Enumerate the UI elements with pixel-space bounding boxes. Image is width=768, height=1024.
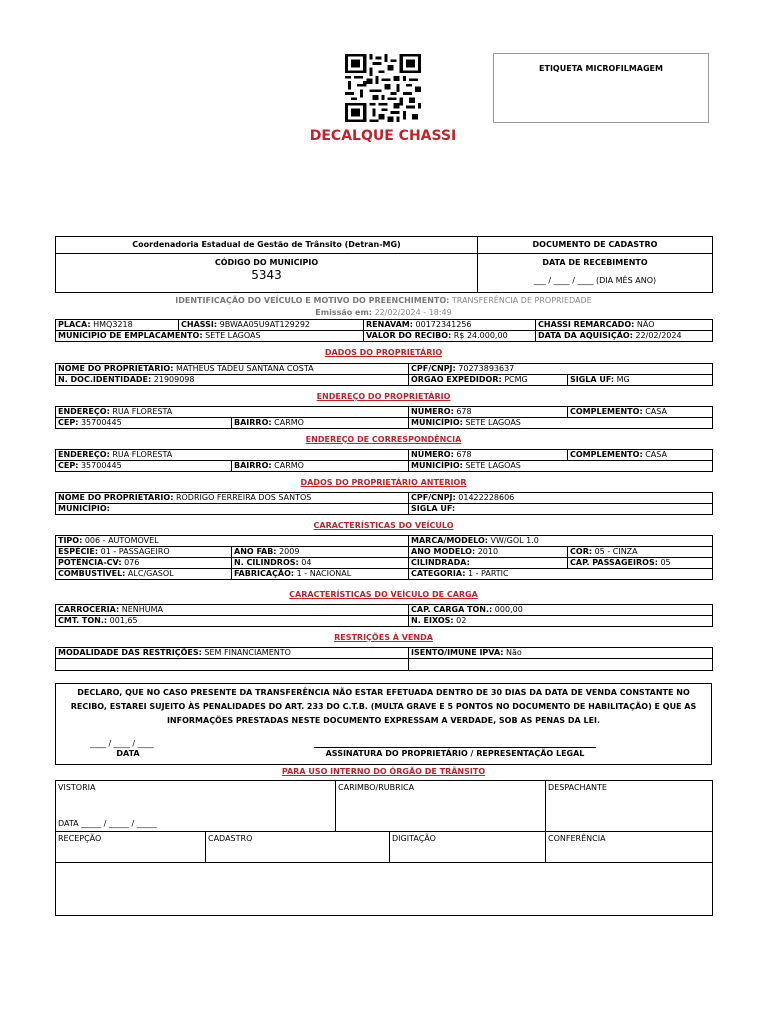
eixos-value: 02 (456, 616, 467, 625)
mail-cep-label: CEP: (58, 461, 79, 470)
ano-modelo-value: 2010 (477, 547, 499, 556)
section-owner: DADOS DO PROPRIETÁRIO (324, 348, 443, 357)
mail-address-table (55, 449, 713, 472)
mail-address-label: ENDEREÇO: (58, 450, 110, 459)
categoria-label: CATEGORIA: (411, 569, 466, 578)
cmt-label: CMT. TON.: (58, 616, 108, 625)
prev-owner-name-label: NOME DO PROPRIETARIO: (58, 493, 174, 502)
renavam-label: RENAVAM: (366, 320, 413, 329)
digitacao-label: DIGITAÇÃO (392, 834, 436, 843)
owner-uf: MG (616, 375, 630, 384)
doc-type: DOCUMENTO DE CADASTRO (478, 237, 713, 254)
vistoria-date[interactable]: DATA _____ / _____ / _____ (58, 819, 157, 828)
aquisicao-value: 22/02/2024 (635, 331, 682, 340)
signature-label: ASSINATURA DO PROPRIETÁRIO / REPRESENTAÇÃO LEGAL (325, 749, 585, 758)
placa-value: HMQ3218 (93, 320, 133, 329)
municipio-code-label: CÓDIGO DO MUNICIPIO (214, 258, 319, 267)
owner-doc: 21909098 (153, 375, 195, 384)
vehicle-id-table (55, 319, 713, 342)
emission-line (55, 307, 712, 319)
emission-value: 22/02/2024 - 18:49 (374, 308, 452, 317)
section-cargo: CARACTERÍSTICAS DO VEÍCULO DE CARGA (289, 590, 478, 599)
section-internal: PARA USO INTERNO DO ÓRGÃO DE TRÂNSITO (281, 767, 486, 776)
carroceria-label: CARROCERIA: (58, 605, 120, 614)
receipt-date: ___ / ____ / ____ (DIA MÊS ANO) (533, 276, 657, 285)
internal-table (55, 780, 713, 916)
emplacamento-label: MUNICIPIO DE EMPLACAMENTO: (58, 331, 203, 340)
owner-complement-label: COMPLEMENTO: (570, 407, 643, 416)
owner-cep-label: CEP: (58, 418, 79, 427)
cargo-table (55, 604, 713, 627)
owner-municipio: SETE LAGOAS (465, 418, 521, 427)
ipva-value: Não (506, 648, 522, 657)
section-prev-owner: DADOS DO PROPRIETÁRIO ANTERIOR (300, 478, 467, 487)
receipt-label: DATA DE RECEBIMENTO (542, 258, 648, 267)
aquisicao-label: DATA DA AQUISIÇÃO: (538, 331, 633, 340)
owner-orgao-label: ÓRGAO EXPEDIDOR: (411, 375, 502, 384)
owner-municipio-label: MUNICÍPIO: (411, 418, 463, 427)
section-mail-address: ENDEREÇO DE CORRESPONDÊNCIA (305, 435, 462, 444)
identification-value: TRANSFERÊNCIA DE PROPRIEDADE (451, 296, 592, 305)
mail-bairro: CARMO (274, 461, 304, 470)
vehicle-table (55, 535, 713, 580)
chassi-label: CHASSI: (181, 320, 218, 329)
emplacamento-value: SETE LAGOAS (205, 331, 261, 340)
chassi-value: 9BWAA05U9AT129292 (219, 320, 310, 329)
fabricacao-value: 1 - NACIONAL (296, 569, 352, 578)
owner-doc-label: N. DOC.IDENTIDADE: (58, 375, 152, 384)
owner-address-label: ENDEREÇO: (58, 407, 110, 416)
ipva-label: ISENTO/IMUNE IPVA: (411, 648, 504, 657)
potencia-label: POTÊNCIA-CV: (58, 558, 122, 567)
owner-cpf-label: CPF/CNPJ: (411, 364, 456, 373)
especie-value: 01 - PASSAGEIRO (100, 547, 170, 556)
prev-owner-municipio-label: MUNICÍPIO: (58, 504, 110, 513)
internal-notes-area (56, 863, 713, 916)
despachante-label: DESPACHANTE (548, 783, 607, 792)
eixos-label: N. EIXOS: (411, 616, 454, 625)
vistoria-label: VISTORIA (58, 783, 96, 792)
cap-passageiros-label: CAP. PASSAGEIROS: (570, 558, 658, 567)
cilindros-value: 04 (301, 558, 312, 567)
tipo-value: 006 - AUTOMOVEL (84, 536, 159, 545)
owner-cep: 35700445 (80, 418, 122, 427)
marca-value: VW/GOL 1.0 (490, 536, 539, 545)
combustivel-value: ALC/GASOL (127, 569, 174, 578)
conferencia-label: CONFERÊNCIA (548, 834, 606, 843)
declaration-text: DECLARO, QUE NO CASO PRESENTE DA TRANSFERÊNCIA NÃO ESTAR EFETUADA DENTRO DE 30 DIAS DA DATA DE VENDA CONSTANTE NO RECIBO, ESTAREI SUJEITO ÀS PENALIDADES DO ART. 233 DO C.T.B. (MULTA GRAVE E 5 PONTOS NO DOCUMENTO DE HABILITAÇÃO) E QUE AS INFORMAÇÕES PRESTADAS NESTE DOCUMENTO EXPRESSAM A VERDADE, SOB AS PENAS DA LEI. (70, 688, 697, 725)
marca-label: MARCA/MODELO: (411, 536, 488, 545)
owner-name: MATHEUS TADEU SANTANA COSTA (175, 364, 314, 373)
cmt-value: 001,65 (109, 616, 138, 625)
fabricacao-label: FABRICAÇÃO: (234, 569, 295, 578)
identification-label: IDENTIFICAÇÃO DO VEÍCULO E MOTIVO DO PREENCHIMENTO: (175, 296, 450, 305)
owner-address-table (55, 406, 713, 429)
mail-number-label: NÚMERO: (411, 450, 454, 459)
renavam-value: 00172341256 (415, 320, 472, 329)
owner-number: 678 (456, 407, 472, 416)
recepcao-label: RECEPÇÃO (58, 834, 102, 843)
section-restrictions: RESTRIÇÕES À VENDA (334, 633, 433, 642)
section-owner-address: ENDEREÇO DO PROPRIETÁRIO (316, 392, 451, 401)
signature-line[interactable] (314, 747, 596, 748)
owner-name-label: NOME DO PROPRIETARIO: (58, 364, 174, 373)
owner-table (55, 363, 713, 386)
page-title: DECALQUE CHASSI (309, 128, 457, 144)
mail-complement: CASA (645, 450, 667, 459)
ano-fab-label: ANO FAB: (234, 547, 277, 556)
mail-cep: 35700445 (80, 461, 122, 470)
cap-carga-label: CAP. CARGA TON.: (411, 605, 493, 614)
mail-municipio: SETE LAGOAS (465, 461, 521, 470)
owner-cpf: 70273893637 (458, 364, 515, 373)
agency-name: Coordenadoria Estadual de Gestão de Trânsito (Detran-MG) (56, 237, 478, 254)
qr-code (345, 54, 421, 122)
prev-owner-cpf-label: CPF/CNPJ: (411, 493, 456, 502)
mail-bairro-label: BAIRRO: (234, 461, 272, 470)
mail-complement-label: COMPLEMENTO: (570, 450, 643, 459)
restrictions-table (55, 647, 713, 671)
tipo-label: TIPO: (58, 536, 83, 545)
combustivel-label: COMBUSTÍVEL: (58, 569, 126, 578)
section-vehicle: CARACTERÍSTICAS DO VEÍCULO (313, 521, 454, 530)
restriction-mode-label: MODALIDADE DAS RESTRIÇÕES: (58, 648, 202, 657)
mail-address: RUA FLORESTA (112, 450, 173, 459)
cilindros-label: N. CILINDROS: (234, 558, 299, 567)
cap-passageiros-value: 05 (660, 558, 671, 567)
valor-value: R$ 24.000,00 (453, 331, 508, 340)
carimbo-label: CARIMBO/RUBRICA (338, 783, 415, 792)
date-blank[interactable]: ____ / ____ / ____ (90, 739, 154, 748)
valor-label: VALOR DO RECIBO: (366, 331, 452, 340)
potencia-value: 076 (124, 558, 140, 567)
cor-value: 05 - CINZA (594, 547, 638, 556)
identification-line (55, 295, 712, 307)
prev-owner-name: RODRIGO FERREIRA DOS SANTOS (175, 493, 312, 502)
cadastro-label: CADASTRO (208, 834, 253, 843)
cilindrada-label: CILINDRADA: (411, 558, 470, 567)
owner-number-label: NÚMERO: (411, 407, 454, 416)
owner-bairro-label: BAIRRO: (234, 418, 272, 427)
header-table (55, 236, 713, 293)
cap-carga-value: 000,00 (494, 605, 523, 614)
prev-owner-uf-label: SIGLA UF: (411, 504, 456, 513)
microfilm-label: ETIQUETA MICROFILMAGEM (539, 64, 663, 73)
placa-label: PLACA: (58, 320, 91, 329)
owner-bairro: CARMO (274, 418, 304, 427)
remarcado-value: NÃO (636, 320, 655, 329)
microfilm-label-box (493, 53, 709, 123)
remarcado-label: CHASSI REMARCADO: (538, 320, 635, 329)
owner-address: RUA FLORESTA (112, 407, 173, 416)
carroceria-value: NENHUMA (121, 605, 164, 614)
mail-number: 678 (456, 450, 472, 459)
owner-complement: CASA (645, 407, 667, 416)
categoria-value: 1 - PARTIC (467, 569, 509, 578)
prev-owner-cpf: 01422228606 (458, 493, 515, 502)
ano-modelo-label: ANO MODELO: (411, 547, 476, 556)
owner-orgao: PCMG (504, 375, 528, 384)
mail-municipio-label: MUNICÍPIO: (411, 461, 463, 470)
owner-uf-label: SIGLA UF: (570, 375, 615, 384)
date-label: DATA (116, 749, 140, 758)
cor-label: COR: (570, 547, 593, 556)
prev-owner-table (55, 492, 713, 515)
ano-fab-value: 2009 (279, 547, 300, 556)
municipio-code: 5343 (251, 268, 282, 282)
emission-label: Emissão em: (315, 308, 373, 317)
restriction-mode: SEM FINANCIAMENTO (204, 648, 291, 657)
especie-label: ESPÉCIE: (58, 547, 99, 556)
